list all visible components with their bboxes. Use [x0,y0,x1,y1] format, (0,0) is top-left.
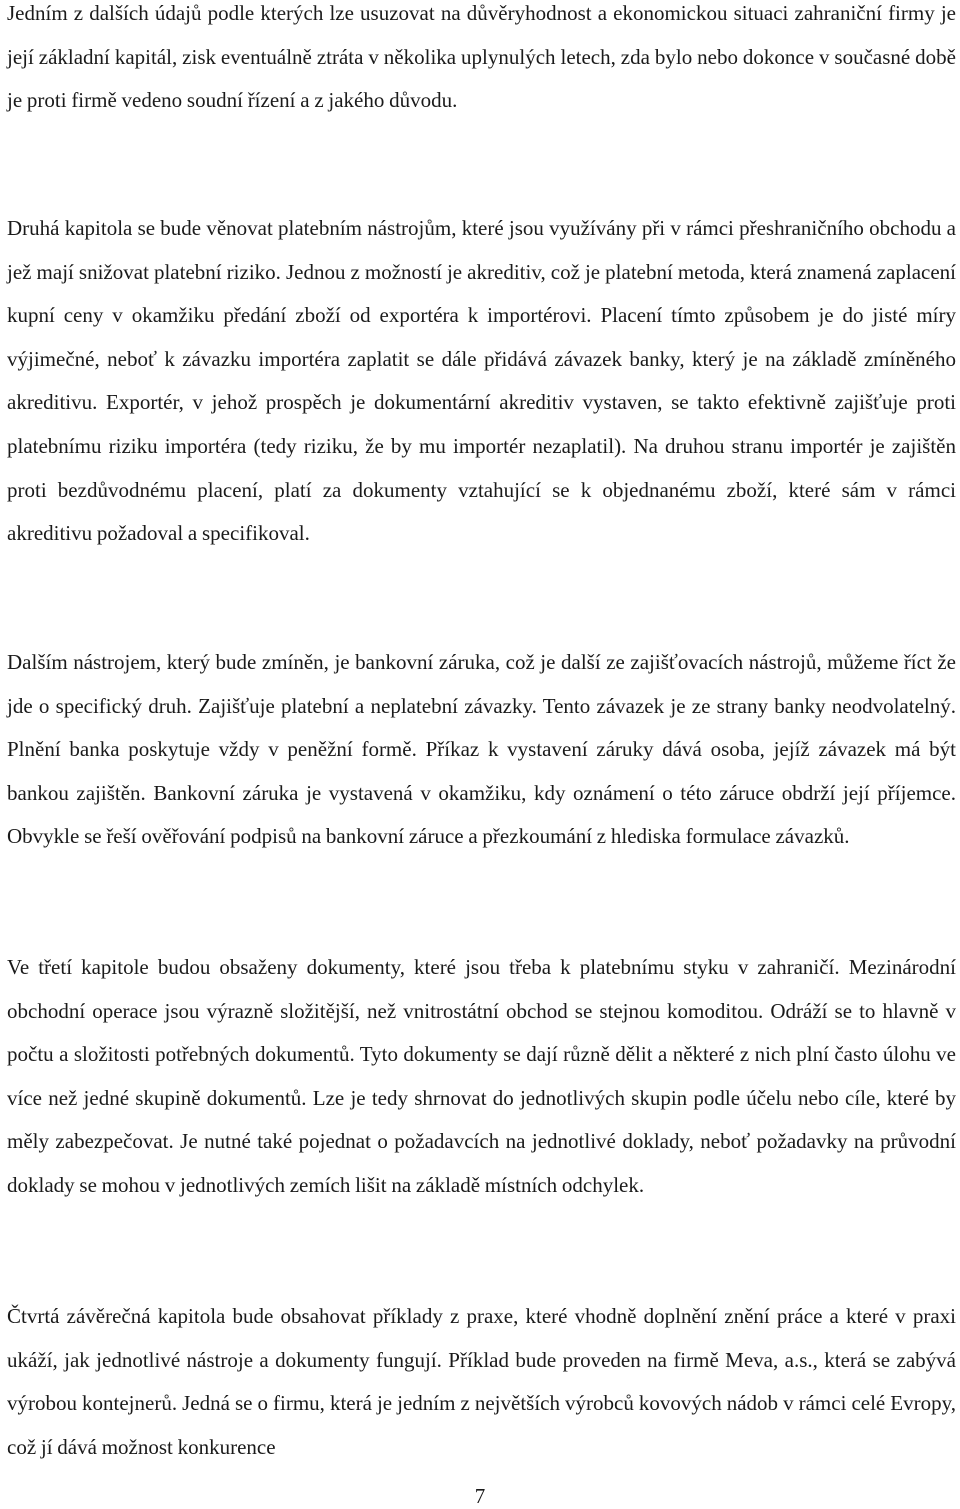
paragraph-chapter-two: Druhá kapitola se bude věnovat platebním nástrojům, které jsou využívány při v rámci přeshraničního obchodu a jež mají snižovat platební riziko. Jednou z možností je akreditiv, což je platební metoda, která znamená zaplacení kupní ceny v okamžiku předání zboží od exportéra k importérovi. Placení tímto způsobem je do jisté míry výjimečné, neboť k závazku importéra zaplatit se dále přidává závazek banky, který je na základě zmíněného akreditivu. Exportér, v jehož prospěch je dokumentární akreditiv vystaven, se takto efektivně zajišťuje proti platebnímu riziku importéra (tedy riziku, že by mu importér nezaplatil). Na druhou stranu importér je zajištěn proti bezdůvodnému placení, platí za dokumenty vztahující se k objednanému zboží, které sám v rámci akreditivu požadoval a specifikoval. [7,216,956,546]
paragraph-chapter-four: Čtvrtá závěrečná kapitola bude obsahovat příklady z praxe, které vhodně doplnění znění práce a které v praxi ukáží, jak jednotlivé nástroje a dokumenty fungují. Příklad bude proveden na firmě Meva, a.s., která se zabývá výrobou kontejnerů. Jedná se o firmu, která je jedním z největších výrobců kovových nádob v rámci celé Evropy, což jí dává možnost konkurence [7,1304,956,1459]
paragraph-chapter-three: Ve třetí kapitole budou obsaženy dokumenty, které jsou třeba k platebnímu styku v zahraničí. Mezinárodní obchodní operace jsou výrazně složitější, než vnitrostátní obchod se stejnou komoditou. Odráží se to hlavně v počtu a složitosti potřebných dokumentů. Tyto dokumenty se dají různě dělit a některé z nich plní často úlohu ve více než jedné skupině dokumentů. Lze je tedy shrnovat do jednotlivých skupin podle účelu nebo cíle, které by měly zabezpečovat. Je nutné také pojednat o požadavcích na jednotlivé doklady, neboť požadavky na průvodní doklady se mohou v jednotlivých zemích lišit na základě místních odchylek. [7,955,956,1197]
page-number: 7 [474,1484,486,1508]
paragraph-intro-continued: Jedním z dalších údajů podle kterých lze usuzovat na důvěryhodnost a ekonomickou situaci zahraniční firmy je její základní kapitál, zisk eventuálně ztráta v několika uplynulých letech, zda bylo nebo dokonce v současné době je proti firmě vedeno soudní řízení a z jakého důvodu. [7,1,956,113]
paragraph-bank-guarantee: Dalším nástrojem, který bude zmíněn, je bankovní záruka, což je další ze zajišťovacích nástrojů, můžeme říct že jde o specifický druh. Zajišťuje platební a neplatební závazky. Tento závazek je ze strany banky neodvolatelný. Plnění banka poskytuje vždy v peněžní formě. Příkaz k vystavení záruky dává osoba, jejíž závazek má být bankou zajištěn. Bankovní záruka je vystavená v okamžiku, kdy oznámení o této záruce obdrží její příjemce. Obvykle se řeší ověřování podpisů na bankovní záruce a přezkoumání z hlediska formulace závazků. [7,650,956,849]
